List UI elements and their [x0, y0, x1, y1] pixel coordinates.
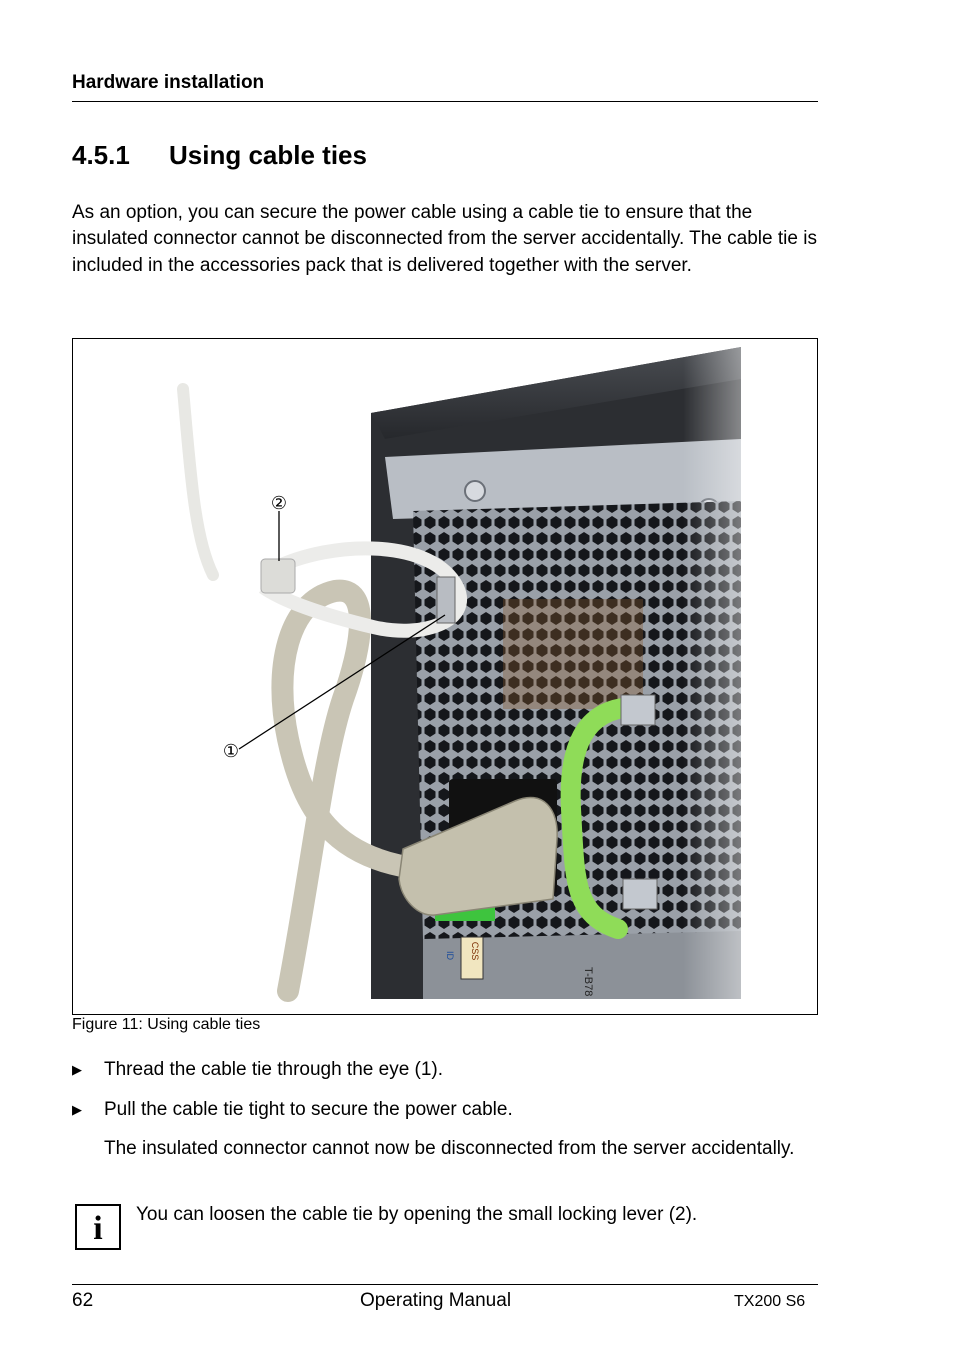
figure-frame — [72, 338, 818, 1015]
bullet-arrow-icon: ▶ — [72, 1102, 82, 1117]
manual-title: Operating Manual — [360, 1290, 512, 1311]
figure-caption: Figure 11: Using cable ties — [72, 1016, 261, 1033]
info-icon — [75, 1204, 121, 1250]
photo-fade — [73, 339, 817, 1014]
step-text: Thread the cable tie through the eye (1). — [104, 1059, 444, 1080]
section-number: 4.5.1 — [72, 140, 130, 170]
intro-paragraph: As an option, you can secure the power cable using a cable tie to ensure that the insulated connector cannot be disconnected from the server accidentally. The cable tie is included in the accessories pack that is delivered together with the server. — [72, 202, 817, 276]
step-text: Pull the cable tie tight to secure the power cable. — [104, 1099, 513, 1120]
bullet-arrow-icon: ▶ — [72, 1062, 82, 1077]
header-rule — [72, 101, 818, 102]
footer-rule — [72, 1284, 818, 1285]
cable-tie-illustration — [73, 339, 817, 1014]
running-header: Hardware installation — [72, 72, 265, 93]
info-note: You can loosen the cable tie by opening the small locking lever (2). — [136, 1204, 698, 1225]
section-title: Using cable ties — [169, 140, 367, 170]
product-model: TX200 S6 — [734, 1293, 806, 1310]
page-number: 62 — [72, 1290, 94, 1311]
step-result: The insulated connector cannot now be disconnected from the server accidentally. — [104, 1138, 795, 1159]
info-symbol: i — [93, 1210, 103, 1247]
